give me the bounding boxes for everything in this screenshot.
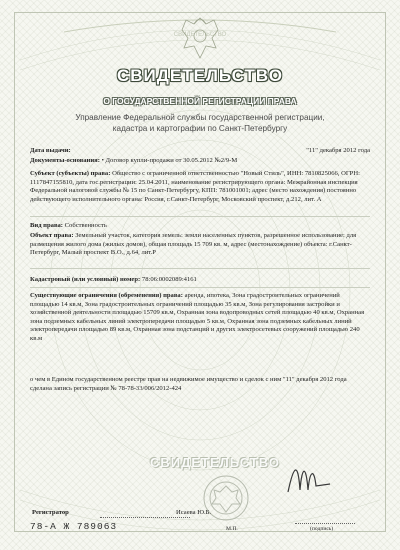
basis-value: • Договор купли-продажи от 30.05.2012 №2/9-М (101, 157, 238, 164)
form-serial-number: 78-А Ж 789063 (30, 521, 118, 532)
authority-line-2: кадастра и картографии по Санкт-Петербургу (112, 124, 288, 133)
encumbrance-row (30, 292, 370, 344)
registry-note (30, 376, 370, 393)
right-type-value: Собственность (64, 222, 107, 229)
issuing-authority (60, 112, 340, 134)
signature-line (295, 523, 355, 524)
header-watermark: СВИДЕТЕЛЬСТВО (173, 32, 227, 38)
document-title: СВИДЕТЕЛЬСТВО (117, 66, 283, 85)
subject-row (30, 170, 370, 204)
basis-row (30, 157, 370, 166)
signature-caption: (подпись) (310, 526, 334, 532)
seal-label: М.П. (226, 526, 238, 532)
right-type-row (30, 222, 370, 231)
subject-label: Субъект (субъекты) права: (30, 170, 111, 177)
cadastral-label: Кадастровый (или условный) номер: (30, 276, 141, 283)
cadastral-row (30, 276, 370, 285)
object-row (30, 232, 370, 258)
right-type-label: Вид права: (30, 222, 63, 229)
registrar-sign-line (100, 517, 190, 518)
issue-date-label: Дата выдачи: (30, 147, 71, 154)
registrar-label: Регистратор (32, 509, 69, 516)
certificate-frame (14, 12, 386, 532)
basis-label: Документы-основания: (30, 157, 100, 164)
divider-2 (30, 268, 370, 269)
object-label: Объект права: (30, 232, 74, 239)
registry-note-text: о чем в Едином государственном реестре прав на недвижимое имущество и сделок с ним "11" декабря 2012 года сделана запись регистрации № 78-78-33/006/2012-424 (30, 376, 347, 392)
document-subtitle: О ГОСУДАРСТВЕННОЙ РЕГИСТРАЦИИ ПРАВА (103, 96, 297, 106)
handwritten-signature (284, 456, 334, 500)
coat-of-arms-emblem (172, 12, 228, 64)
registrar-name: Исаева Ю.Б. (176, 509, 212, 516)
object-value: Земельный участок, категория земель: земли населенных пунктов, разрешенное использование: для размещения жилого дома (жилых домов), общая площадь 15 709 кв. м, адрес (местонахождение) объекта: г.Санкт-Петербург, Малый проспект В.О., д.64, лит.Р (30, 232, 357, 257)
encumbrance-label: Существующие ограничения (обременения) права: (30, 292, 183, 299)
subject-value: Общество с ограниченной ответственностью "Новый Стиль", ИНН: 7810825066, ОГРН: 1117847155810, дата гос.регистрации: 25.04.2011, наименование регистрирующего органа: Межрайонная инспекция Федеральной налоговой службы № 15 по Санкт-Петербургу, КПП: 781001001; адрес (место нахождения) постоянно действующего исполнительного органа: Россия, г.Санкт-Петербург, Московский проспект, д.212, лит. А (30, 170, 360, 203)
authority-line-1: Управление Федеральной службы государственной регистрации, (75, 113, 325, 122)
divider-3 (30, 287, 370, 288)
cadastral-value: 78:06:0002089:4161 (141, 276, 197, 283)
footer-watermark: СВИДЕТЕЛЬСТВО (150, 455, 280, 470)
encumbrance-value: аренда, ипотека, Зона градостроительных ограничений площадью 14 кв.м, Зона градостроительных ограничений площадью 35 кв.м, Зона регулирования застройки и хозяйственной деятельности площадью 15709 кв.м, Охранная зона водопроводных сетей площадью 40 кв.м, Охранная зона подземных кабельных линий электропередачи площадью 5 кв.м, Охранная зона подземных кабельных линий электропередачи площадью 89 кв.м, Охранная зона подстанций и других электросетевых сооружений площадью 240 кв.м (30, 292, 365, 342)
issue-date-value: "11" декабря 2012 года (306, 147, 370, 154)
divider-1 (30, 216, 370, 217)
